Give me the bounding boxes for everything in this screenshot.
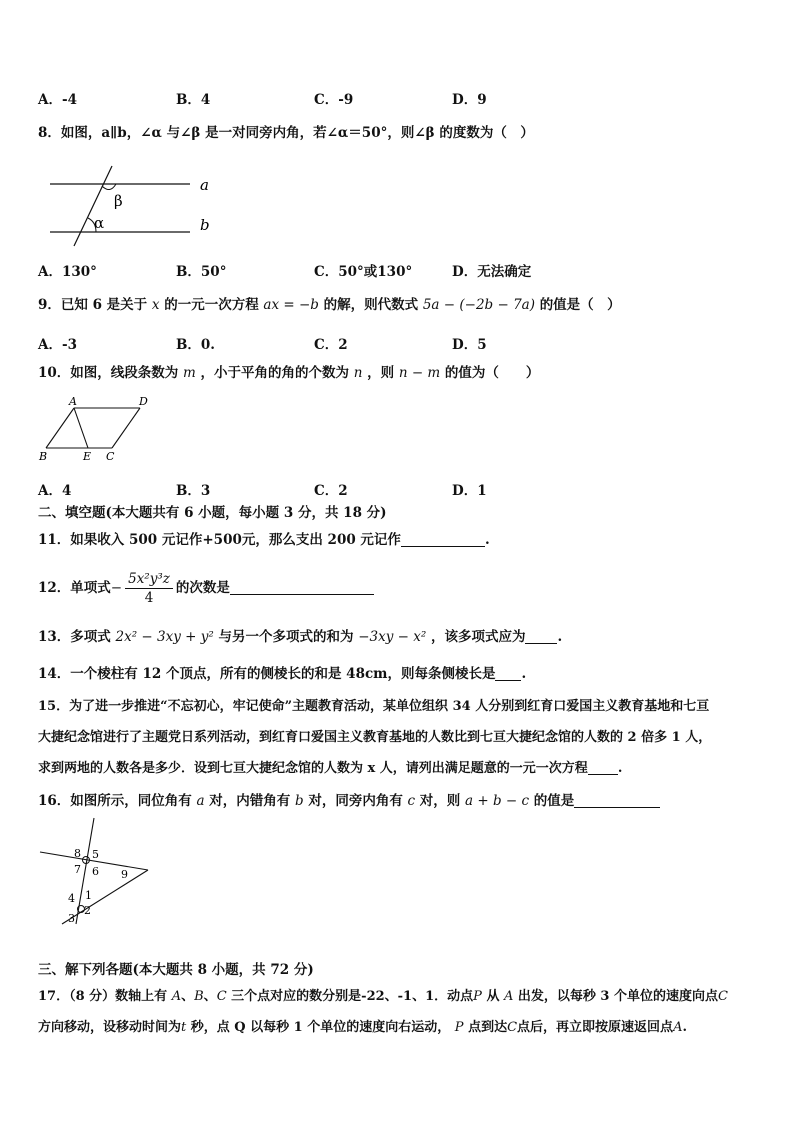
section-2-heading: 二、填空题(本大题共有 6 小题，每小题 3 分，共 18 分) [38, 505, 387, 521]
angle-7: 7 [74, 863, 81, 876]
q15-blank [588, 760, 618, 775]
q7-option-c: C．-9 [314, 92, 354, 108]
label-b: b [200, 216, 210, 234]
angle-5: 5 [92, 848, 99, 861]
q8-figure [38, 160, 228, 250]
label-B: B [39, 450, 48, 463]
q10-option-b: B．3 [176, 483, 211, 499]
q10-stem: 10．如图，线段条数为 m ，小于平角的角的个数为 n ，则 n − m 的值为（ ） [38, 365, 540, 381]
q12-stem: 12．单项式− $\frac{\text{5x²y³z}}{4}$ 的次数是 [38, 570, 374, 606]
q7-option-d: D．9 [452, 92, 487, 108]
q13-blank [525, 629, 557, 644]
q9-stem: 9．已知 6 是关于 x 的一元一次方程 ax = −b 的解，则代数式 5a − (−2b − 7a) 的值是（ ） [38, 297, 621, 313]
q11-blank [401, 532, 485, 547]
q10-option-c: C．2 [314, 483, 348, 499]
angle-2: 2 [84, 904, 91, 917]
q12-fraction: $\frac{\text{5x²y³z}}{4}$ [125, 572, 173, 606]
q15-line-1: 15．为了进一步推进“不忘初心，牢记使命”主题教育活动，某单位组织 34 人分别到红育口爱国主义教育基地和七亘 [38, 699, 710, 714]
q11-stem: 11．如果收入 500 元记作+500元，那么支出 200 元记作 . [38, 532, 490, 548]
q10-option-a: A．4 [38, 483, 72, 499]
q9-option-d: D．5 [452, 337, 487, 353]
label-D: D [139, 395, 148, 408]
q15-line-3: 求到两地的人数各是多少．设到七亘大捷纪念馆的人数为 x 人，请列出满足题意的一元一次方程 . [38, 761, 623, 776]
q12-blank [230, 580, 374, 595]
q16-blank [574, 793, 660, 808]
angle-3: 3 [68, 912, 75, 925]
angle-9: 9 [121, 868, 128, 881]
q10-figure [36, 394, 166, 464]
q7-option-a: A．-4 [38, 92, 77, 108]
transversal [74, 166, 112, 246]
q17-line-2: 方向移动，设移动时间为t 秒，点 Q 以每秒 1 个单位的速度向右运动， P 点到达C点后，再立即按原速返回点A. [38, 1020, 687, 1035]
q7-option-b: B．4 [176, 92, 211, 108]
angle-1: 1 [85, 889, 92, 902]
angle-8: 8 [74, 847, 81, 860]
q14-blank [495, 666, 521, 681]
q16-figure [36, 812, 156, 927]
q8-option-b: B．50° [176, 264, 227, 280]
label-alpha: α [94, 214, 105, 232]
label-A: A [69, 395, 77, 408]
q8-stem: 8．如图，a∥b，∠α 与∠β 是一对同旁内角，若∠α＝50°，则∠β 的度数为（ ） [38, 125, 534, 141]
q15-line-2: 大捷纪念馆进行了主题党日系列活动，到红育口爱国主义教育基地的人数比到七亘大捷纪念馆的人数的 2 倍多 1 人， [38, 730, 712, 745]
q16-stem: 16．如图所示，同位角有 a 对，内错角有 b 对，同旁内角有 c 对，则 a + b − c 的值是 [38, 792, 660, 810]
q17-line-1: 17．（8 分）数轴上有 A、B、C 三个点对应的数分别是-22、-1、1．动点P 从 A 出发，以每秒 3 个单位的速度向点C [38, 989, 728, 1004]
q8-option-c: C．50°或130° [314, 264, 413, 280]
label-E: E [83, 450, 92, 463]
q10-option-d: D．1 [452, 483, 487, 499]
angle-4: 4 [68, 892, 75, 905]
beta-arc [102, 184, 116, 190]
q13-stem: 13．多项式 2x² − 3xy + y² 与另一个多项式的和为 −3xy − x² ，该多项式应为 . [38, 629, 563, 645]
q8-option-a: A．130° [38, 264, 97, 280]
label-a: a [200, 176, 209, 194]
angle-6: 6 [92, 865, 99, 878]
q9-option-a: A．-3 [38, 337, 77, 353]
q8-option-d: D．无法确定 [452, 264, 532, 280]
q9-option-b: B．0. [176, 337, 216, 353]
label-beta: β [114, 192, 123, 210]
q9-option-c: C．2 [314, 337, 348, 353]
label-C: C [106, 450, 115, 463]
section-3-heading: 三、解下列各题(本大题共 8 小题，共 72 分) [38, 962, 314, 978]
q14-stem: 14．一个棱柱有 12 个顶点，所有的侧棱长的和是 48cm，则每条侧棱长是 . [38, 666, 527, 682]
